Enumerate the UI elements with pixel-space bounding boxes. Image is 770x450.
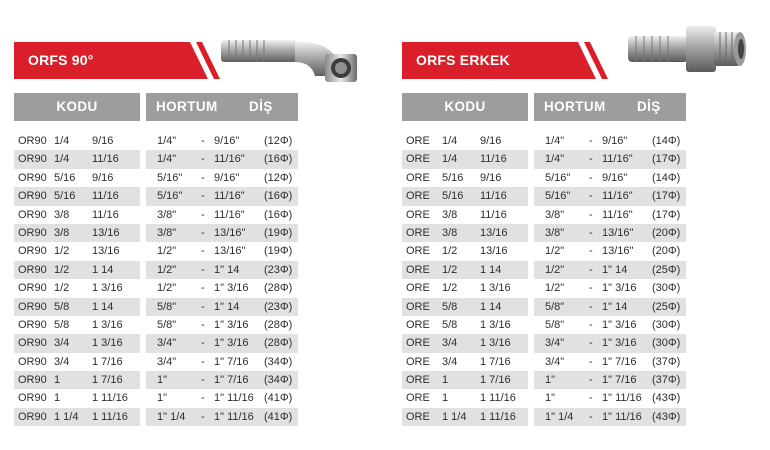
cell-dash: - [201,355,205,368]
cell-num: (14Φ) [652,135,681,147]
cell-hose: 5/16" [157,190,183,203]
table-row [14,353,304,371]
cell-dash: - [201,318,205,331]
cell-num: (19Φ) [264,226,293,239]
cell-thread: 11/16" [602,153,633,166]
cell-code: ORE [406,410,430,423]
cell-num: (43Φ) [652,410,681,423]
cell-code: ORE [406,392,430,405]
cell-a: 1 [54,392,61,405]
cell-thread: 1" 14 [602,300,628,313]
cell-dash: - [201,282,205,295]
cell-hose: 1" [545,374,556,387]
cell-hose: 1" 1/4 [157,410,186,423]
cell-hose: 3/8" [157,208,177,221]
cell-b: 13/16 [92,245,120,258]
table-row [14,150,304,168]
table-row [402,242,692,260]
cell-a: 5/16 [54,171,76,184]
cell-dash: - [589,282,593,295]
cell-thread: 1" 7/16 [214,355,249,368]
cell-code: ORE [406,337,430,350]
cell-dash: - [201,300,205,313]
cell-code: OR90 [18,374,47,387]
cell-hose: 1/2" [545,263,565,276]
cell-dash: - [589,318,593,331]
table-row [402,408,692,426]
header-dis: DİŞ [249,99,273,114]
cell-num: (28Φ) [264,282,293,295]
table-row [402,353,692,371]
cell-code: OR90 [18,318,47,331]
cell-a: 5/16 [442,190,464,203]
cell-code: ORE [406,153,430,166]
cell-code: ORE [406,300,430,313]
cell-dash: - [201,410,205,423]
table-row [402,334,692,352]
table-row [14,206,304,224]
cell-b: 1 11/16 [92,392,128,405]
cell-hose: 3/8" [545,226,565,239]
cell-dash: - [201,374,205,387]
cell-a: 1/2 [442,245,458,258]
cell-dash: - [201,337,205,350]
cell-code: ORE [406,374,430,387]
cell-code: OR90 [18,355,47,368]
cell-a: 1/2 [442,282,458,295]
cell-num: (12Φ) [264,135,293,147]
cell-thread: 11/16" [602,208,633,221]
cell-hose: 5/16" [157,171,183,184]
cell-code: OR90 [18,282,47,295]
cell-num: (37Φ) [652,355,681,368]
cell-code: OR90 [18,245,47,258]
header-kodu: KODU [402,93,528,121]
cell-code: ORE [406,171,430,184]
table-row [14,298,304,316]
cell-code: OR90 [18,392,47,405]
cell-b: 13/16 [92,226,120,239]
cell-a: 3/4 [54,337,70,350]
cell-thread: 9/16" [602,135,628,147]
cell-num: (20Φ) [652,245,681,258]
table-row [14,389,304,407]
elbow-fitting-icon [219,18,369,92]
cell-b: 1 7/16 [480,374,511,387]
cell-code: OR90 [18,190,47,203]
cell-dash: - [201,392,205,405]
header-kodu: KODU [14,93,140,121]
cell-code: ORE [406,355,430,368]
cell-num: (16Φ) [264,190,293,203]
cell-b: 9/16 [480,135,502,147]
cell-a: 5/16 [54,190,76,203]
cell-thread: 9/16" [214,135,240,147]
cell-b: 1 3/16 [480,337,511,350]
cell-num: (17Φ) [652,208,681,221]
cell-thread: 1" 11/16 [214,410,254,423]
cell-b: 1 3/16 [92,337,123,350]
cell-dash: - [201,171,205,184]
cell-hose: 3/8" [545,208,565,221]
cell-num: (34Φ) [264,374,293,387]
cell-num: (14Φ) [652,171,681,184]
cell-b: 1 7/16 [92,355,123,368]
cell-hose: 1/4" [545,135,565,147]
cell-dash: - [589,245,593,258]
cell-hose: 1" 1/4 [545,410,574,423]
cell-dash: - [589,208,593,221]
cell-dash: - [589,355,593,368]
header-hortum: HORTUM [156,99,218,114]
header-hortum-dis [534,93,686,121]
cell-thread: 11/16" [602,190,633,203]
table-row [14,408,304,426]
cell-a: 3/4 [442,355,458,368]
cell-code: OR90 [18,226,47,239]
cell-hose: 1/2" [545,245,565,258]
cell-a: 3/8 [54,226,70,239]
cell-num: (19Φ) [264,245,293,258]
cell-thread: 1" 3/16 [602,337,637,350]
cell-dash: - [201,208,205,221]
header-dis: DİŞ [637,99,661,114]
cell-num: (20Φ) [652,226,681,239]
cell-thread: 13/16" [214,245,246,258]
cell-dash: - [589,374,593,387]
cell-num: (28Φ) [264,337,293,350]
cell-hose: 5/8" [545,300,565,313]
table-row [14,187,304,205]
cell-num: (17Φ) [652,190,681,203]
cell-dash: - [589,410,593,423]
table-row [14,261,304,279]
cell-thread: 11/16" [214,208,245,221]
cell-a: 3/4 [442,337,458,350]
cell-hose: 1/2" [157,263,177,276]
table-row [14,334,304,352]
cell-hose: 5/8" [157,300,177,313]
cell-hose: 1/2" [545,282,565,295]
cell-a: 1 [442,392,449,405]
cell-code: OR90 [18,135,47,147]
cell-thread: 1" 7/16 [602,374,637,387]
cell-b: 1 3/16 [480,282,511,295]
cell-hose: 1/4" [157,135,177,147]
cell-b: 9/16 [92,135,114,147]
cell-a: 1/2 [54,245,70,258]
cell-dash: - [201,190,205,203]
cell-dash: - [589,392,593,405]
table-row [14,224,304,242]
table-row [402,150,692,168]
cell-hose: 5/16" [545,171,571,184]
cell-hose: 1" [545,392,556,405]
cell-b: 1 7/16 [480,355,511,368]
table-orfs-90 [14,132,304,426]
cell-code: OR90 [18,153,47,166]
cell-dash: - [201,245,205,258]
cell-hose: 3/8" [157,226,177,239]
cell-code: ORE [406,190,430,203]
cell-b: 13/16 [480,226,508,239]
cell-a: 1/2 [442,263,458,276]
section-banner [14,42,220,79]
table-row [402,316,692,334]
cell-b: 1 14 [480,300,502,313]
cell-a: 5/8 [442,300,458,313]
cell-thread: 1" 7/16 [602,355,637,368]
cell-dash: - [589,300,593,313]
cell-a: 5/8 [54,300,70,313]
cell-num: (41Φ) [264,392,293,405]
cell-num: (37Φ) [652,374,681,387]
cell-code: OR90 [18,410,47,423]
cell-code: ORE [406,318,430,331]
cell-b: 1 14 [480,263,502,276]
cell-code: OR90 [18,171,47,184]
cell-num: (30Φ) [652,337,681,350]
table-row [402,224,692,242]
cell-a: 1 [54,374,61,387]
cell-code: ORE [406,245,430,258]
cell-num: (28Φ) [264,318,293,331]
table-row [402,261,692,279]
cell-thread: 13/16" [214,226,246,239]
cell-a: 3/8 [54,208,70,221]
cell-b: 9/16 [480,171,502,184]
cell-num: (23Φ) [264,300,293,313]
table-row [14,279,304,297]
cell-thread: 13/16" [602,245,634,258]
cell-hose: 3/4" [157,337,177,350]
cell-thread: 1" 3/16 [214,318,249,331]
cell-thread: 1" 3/16 [214,282,249,295]
cell-hose: 1" [157,392,168,405]
table-row [402,132,692,150]
cell-b: 1 3/16 [92,318,123,331]
cell-code: ORE [406,282,430,295]
cell-thread: 11/16" [214,153,245,166]
cell-thread: 1" 14 [602,263,628,276]
cell-num: (17Φ) [652,153,681,166]
table-row [402,389,692,407]
cell-thread: 9/16" [602,171,628,184]
cell-num: (30Φ) [652,282,681,295]
section-title: ORFS 90° [28,52,94,68]
cell-a: 3/8 [442,226,458,239]
table-row [402,279,692,297]
table-row [14,316,304,334]
cell-dash: - [201,135,205,147]
cell-b: 1 11/16 [92,410,128,423]
cell-hose: 1/2" [157,245,177,258]
cell-num: (25Φ) [652,263,681,276]
cell-thread: 1" 11/16 [214,392,254,405]
table-row [402,206,692,224]
cell-thread: 1" 11/16 [602,392,642,405]
cell-num: (23Φ) [264,263,293,276]
cell-hose: 3/4" [545,337,565,350]
cell-num: (16Φ) [264,208,293,221]
cell-b: 11/16 [92,153,119,166]
cell-a: 3/8 [442,208,458,221]
cell-num: (12Φ) [264,171,293,184]
table-row [14,132,304,150]
section-orfs-erkek [402,0,770,450]
table-orfs-erkek [402,132,692,426]
header-hortum-dis [146,93,298,121]
cell-a: 1 [442,374,449,387]
cell-dash: - [201,153,205,166]
cell-dash: - [201,263,205,276]
cell-thread: 1" 7/16 [214,374,249,387]
cell-a: 5/16 [442,171,464,184]
cell-code: OR90 [18,300,47,313]
cell-hose: 5/8" [545,318,565,331]
cell-a: 5/8 [442,318,458,331]
cell-thread: 13/16" [602,226,634,239]
cell-a: 1/2 [54,263,70,276]
cell-thread: 1" 3/16 [214,337,249,350]
cell-dash: - [589,263,593,276]
cell-hose: 5/16" [545,190,571,203]
cell-a: 1/4 [54,153,70,166]
cell-dash: - [589,171,593,184]
cell-hose: 3/4" [157,355,177,368]
cell-dash: - [201,226,205,239]
cell-thread: 11/16" [214,190,245,203]
cell-thread: 1" 11/16 [602,410,642,423]
section-banner [402,42,608,79]
cell-a: 1/2 [54,282,70,295]
cell-num: (41Φ) [264,410,293,423]
cell-a: 5/8 [54,318,70,331]
table-row [402,298,692,316]
table-row [14,371,304,389]
table-row [402,187,692,205]
cell-num: (43Φ) [652,392,681,405]
cell-num: (25Φ) [652,300,681,313]
cell-a: 1 1/4 [54,410,79,423]
straight-fitting-icon [624,14,754,90]
cell-b: 11/16 [480,190,507,203]
cell-code: ORE [406,208,430,221]
cell-dash: - [589,337,593,350]
cell-b: 11/16 [92,190,119,203]
cell-b: 1 14 [92,300,114,313]
cell-hose: 3/4" [545,355,565,368]
cell-thread: 1" 3/16 [602,282,637,295]
cell-thread: 1" 14 [214,263,240,276]
cell-thread: 9/16" [214,171,240,184]
cell-code: ORE [406,226,430,239]
table-row [14,242,304,260]
cell-b: 13/16 [480,245,508,258]
cell-a: 3/4 [54,355,70,368]
table-row [402,169,692,187]
cell-dash: - [589,153,593,166]
cell-dash: - [589,190,593,203]
cell-dash: - [589,226,593,239]
cell-code: ORE [406,135,430,147]
cell-b: 1 3/16 [480,318,511,331]
cell-thread: 1" 14 [214,300,240,313]
cell-a: 1/4 [442,153,458,166]
cell-num: (16Φ) [264,153,293,166]
cell-code: OR90 [18,337,47,350]
cell-num: (30Φ) [652,318,681,331]
cell-b: 11/16 [480,208,507,221]
cell-dash: - [589,135,593,147]
cell-b: 9/16 [92,171,114,184]
cell-hose: 1/4" [545,153,565,166]
section-title: ORFS ERKEK [416,52,510,68]
cell-b: 1 7/16 [92,374,123,387]
cell-a: 1/4 [54,135,70,147]
cell-b: 1 3/16 [92,282,123,295]
table-row [402,371,692,389]
cell-b: 1 11/16 [480,392,516,405]
cell-a: 1 1/4 [442,410,467,423]
cell-code: OR90 [18,263,47,276]
cell-code: ORE [406,263,430,276]
cell-code: OR90 [18,208,47,221]
cell-hose: 5/8" [157,318,177,331]
cell-hose: 1" [157,374,168,387]
cell-a: 1/4 [442,135,458,147]
section-orfs-90 [14,0,384,450]
cell-num: (34Φ) [264,355,293,368]
cell-b: 1 14 [92,263,114,276]
cell-b: 11/16 [480,153,507,166]
cell-hose: 1/4" [157,153,177,166]
cell-hose: 1/2" [157,282,177,295]
header-hortum: HORTUM [544,99,606,114]
cell-b: 1 11/16 [480,410,516,423]
table-row [14,169,304,187]
cell-thread: 1" 3/16 [602,318,637,331]
cell-b: 11/16 [92,208,119,221]
